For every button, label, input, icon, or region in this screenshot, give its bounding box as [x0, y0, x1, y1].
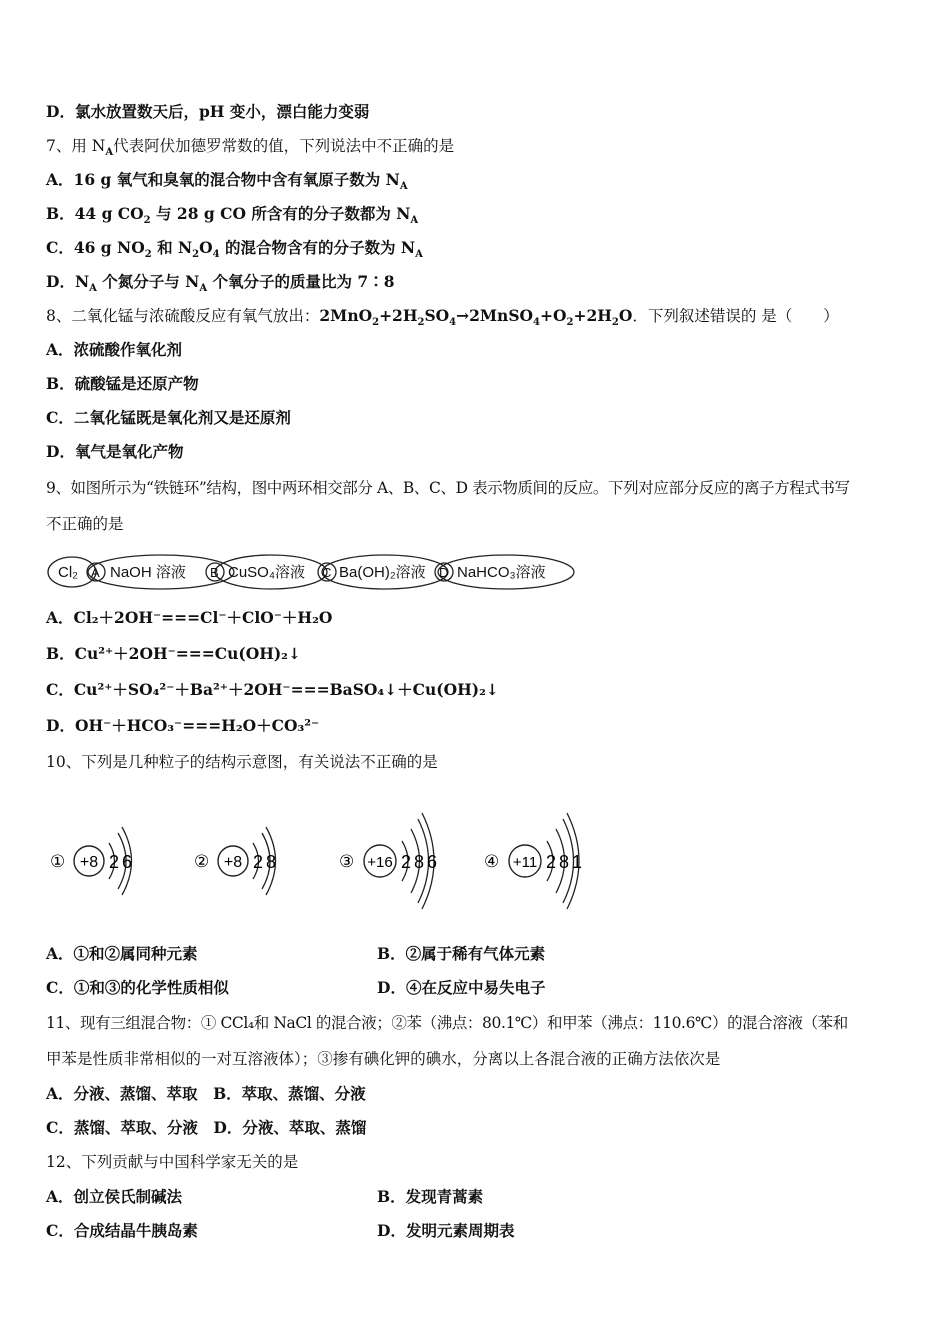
q9-stem-line2: 不正确的是 — [46, 515, 124, 533]
q8-option-c — [46, 408, 291, 428]
sub-text: A — [410, 215, 419, 227]
option-text: 合成结晶牛胰岛素 — [73, 1221, 198, 1240]
particle-3 — [339, 813, 437, 909]
q10-option-d — [377, 978, 545, 998]
q10-stem: 10、下列是几种粒子的结构示意图，有关说法不正确的是 — [46, 753, 438, 771]
sub-text: 2 — [192, 249, 200, 261]
sub-text: A — [89, 283, 97, 295]
sub-text: A — [415, 249, 423, 261]
equation — [319, 306, 633, 329]
option-text: 与 28 g CO 所含有的分子数都为 N — [150, 204, 411, 223]
electron-count: 6 — [122, 852, 133, 872]
option-text: ②属于稀有气体元素 — [405, 944, 546, 963]
option-label: C． — [46, 1221, 74, 1240]
q10-option-c — [46, 978, 229, 998]
marker-a-label: A — [91, 565, 100, 580]
eq-sub: 2 — [611, 317, 619, 329]
option-text: 和 N — [151, 238, 193, 257]
q8-option-a — [46, 340, 182, 360]
sub-text: A — [105, 147, 114, 159]
option-text: ①和②属同种元素 — [73, 944, 198, 963]
option-text: 创立侯氏制碱法 — [73, 1187, 183, 1206]
cl2-label: Cl₂ — [58, 564, 78, 581]
eq-sub: 4 — [449, 317, 457, 329]
particle-4 — [484, 813, 582, 909]
q11-option-cd — [46, 1118, 366, 1138]
option-text: Cl₂＋2OH⁻===Cl⁻＋ClO⁻＋H₂O — [73, 608, 333, 627]
naoh-label: NaOH 溶液 — [110, 564, 186, 581]
q9-option-a — [46, 608, 332, 628]
q8-option-b — [46, 374, 199, 394]
electron-count: 2 — [401, 852, 412, 872]
q9-option-c — [46, 680, 499, 700]
electron-count: 8 — [559, 852, 570, 872]
option-text: 萃取、蒸馏、分液 — [241, 1084, 366, 1103]
eq-part: +2H — [573, 306, 612, 325]
option-label: A． — [46, 1084, 74, 1103]
stem-text: 7、用 N — [46, 137, 106, 155]
nahco3-label: NaHCO₃溶液 — [457, 564, 546, 581]
sub-text: 2 — [143, 215, 151, 227]
sub-text: 4 — [212, 249, 220, 261]
option-text: OH⁻＋HCO₃⁻===H₂O＋CO₃²⁻ — [74, 716, 320, 735]
option-label: D． — [46, 716, 75, 735]
q7-option-a — [46, 170, 408, 193]
nucleus-charge: +16 — [367, 854, 393, 871]
q9-option-b — [46, 644, 301, 664]
electron-count: 8 — [266, 852, 277, 872]
option-label: B． — [377, 1187, 406, 1206]
option-label: D． — [46, 272, 75, 291]
nucleus-charge: +8 — [223, 854, 243, 871]
particle-1 — [50, 827, 132, 895]
baoh2-label: Ba(OH)₂溶液 — [339, 564, 426, 581]
option-text: 氯水放置数天后，pH 变小，漂白能力变弱 — [74, 102, 370, 121]
q12-option-c — [46, 1221, 198, 1241]
electron-count: 6 — [427, 852, 438, 872]
q7-option-b — [46, 204, 419, 227]
option-label: C． — [46, 238, 74, 257]
option-text: 个氧分子的质量比为 7∶8 — [207, 272, 395, 291]
q12-stem: 12、下列贡献与中国科学家无关的是 — [46, 1153, 299, 1171]
cuso4-label: CuSO₄溶液 — [228, 564, 305, 581]
eq-part: →2MnSO — [456, 306, 534, 325]
particle-number: ① — [50, 852, 66, 871]
sub-text: 2 — [144, 249, 152, 261]
marker-c-label: C — [322, 565, 332, 580]
q12-option-d — [377, 1221, 514, 1241]
option-text: O — [199, 238, 213, 257]
option-text: N — [74, 272, 90, 291]
option-text: 浓硫酸作氧化剂 — [73, 340, 183, 359]
q10-option-a — [46, 944, 198, 964]
option-text: ④在反应中易失电子 — [405, 978, 546, 997]
q7-option-d — [46, 272, 395, 295]
particle-number: ④ — [484, 852, 500, 871]
particle-number: ② — [194, 852, 210, 871]
eq-part: +2H — [379, 306, 418, 325]
option-label: A． — [46, 170, 74, 189]
stem-text: 代表阿伏加德罗常数的值，下列说法中不正确的是 — [113, 137, 455, 155]
option-text: 二氧化锰既是氧化剂又是还原剂 — [73, 408, 291, 427]
electron-count: 2 — [253, 852, 264, 872]
option-label: A． — [46, 1187, 74, 1206]
option-label: B． — [377, 944, 406, 963]
eq-part: 2MnO — [319, 306, 373, 325]
electron-count: 8 — [414, 852, 425, 872]
q8-stem — [46, 306, 839, 329]
option-text: 分液、萃取、蒸馏 — [242, 1118, 367, 1137]
option-label: D． — [46, 442, 75, 461]
option-text: 46 g NO — [73, 238, 145, 257]
eq-part: SO — [424, 306, 450, 325]
q12-option-a — [46, 1187, 182, 1207]
option-text: 氧气是氧化产物 — [74, 442, 184, 461]
marker-b-label: B — [210, 565, 219, 580]
sub-text: A — [199, 283, 208, 295]
option-label: A． — [46, 608, 74, 627]
option-text: 44 g CO — [74, 204, 144, 223]
nucleus-charge: +8 — [79, 854, 99, 871]
eq-sub: 2 — [566, 317, 574, 329]
option-label: C． — [46, 408, 74, 427]
option-label: D． — [377, 1221, 406, 1240]
option-text: 个氮分子与 N — [96, 272, 200, 291]
option-text: Cu²⁺＋2OH⁻===Cu(OH)₂↓ — [74, 644, 301, 663]
q12-option-b — [377, 1187, 483, 1207]
option-text: 16 g 氧气和臭氧的混合物中含有氧原子数为 N — [73, 170, 400, 189]
option-text: 分液、蒸馏、萃取 — [73, 1084, 198, 1103]
option-label: C． — [46, 1118, 74, 1137]
option-text: Cu²⁺＋SO₄²⁻＋Ba²⁺＋2OH⁻===BaSO₄↓＋Cu(OH)₂↓ — [73, 680, 499, 699]
option-text: 发现青蒿素 — [405, 1187, 484, 1206]
option-text: 的混合物含有的分子数为 N — [219, 238, 416, 257]
option-text: 硫酸锰是还原产物 — [74, 374, 199, 393]
q11-stem-line1: 11、现有三组混合物：① CCl₄和 NaCl 的混合液；②苯（沸点：80.1℃）和甲苯（沸点：110.6℃）的混合溶液（苯和 — [46, 1014, 848, 1032]
electron-count: 2 — [546, 852, 557, 872]
option-label: D． — [46, 102, 75, 121]
particle-2 — [194, 827, 276, 895]
eq-sub: 2 — [417, 317, 425, 329]
eq-part: O — [618, 306, 633, 325]
eq-sub: 4 — [533, 317, 540, 329]
option-label: C． — [46, 680, 74, 699]
eq-sub: 2 — [372, 317, 380, 329]
q11-stem-line2: 甲苯是性质非常相似的一对互溶液体）；③掺有碘化钾的碘水，分离以上各混合液的正确方法依次是 — [46, 1050, 721, 1068]
option-text: 发明元素周期表 — [405, 1221, 515, 1240]
option-label: B． — [213, 1084, 242, 1103]
sub-text: A — [399, 181, 408, 193]
option-label: A． — [46, 944, 74, 963]
q6-option-d — [46, 102, 369, 122]
q9-option-d — [46, 716, 319, 736]
option-text: ①和③的化学性质相似 — [73, 978, 229, 997]
particle-number: ③ — [339, 852, 355, 871]
q7-stem — [46, 136, 455, 159]
option-label: B． — [46, 644, 75, 663]
option-label: C． — [46, 978, 74, 997]
option-label: A． — [46, 340, 74, 359]
stem-text: 8、二氧化锰与浓硫酸反应有氧气放出： — [46, 307, 320, 325]
electron-count: 2 — [109, 852, 120, 872]
option-label: D． — [213, 1118, 243, 1137]
option-label: D． — [377, 978, 406, 997]
stem-text: ．下列叙述错误的 是（ ） — [632, 307, 839, 325]
iron-chain-diagram — [46, 552, 586, 592]
particle-structure-diagrams — [46, 805, 606, 915]
option-label: B． — [46, 374, 75, 393]
q7-option-c — [46, 238, 423, 261]
q9-stem-line1: 9、如图所示为“铁链环”结构，图中两环相交部分 A、B、C、D 表示物质间的反应。下列对应部分反应的离子方程式书写 — [46, 479, 850, 497]
marker-d-label: D — [439, 565, 449, 580]
option-label: B． — [46, 204, 75, 223]
electron-count: 1 — [572, 852, 583, 872]
option-text: 蒸馏、萃取、分液 — [73, 1118, 198, 1137]
q8-option-d — [46, 442, 183, 462]
q11-option-ab — [46, 1084, 366, 1104]
q10-option-b — [377, 944, 545, 964]
eq-part: +O — [540, 306, 567, 325]
nucleus-charge: +11 — [512, 854, 538, 871]
